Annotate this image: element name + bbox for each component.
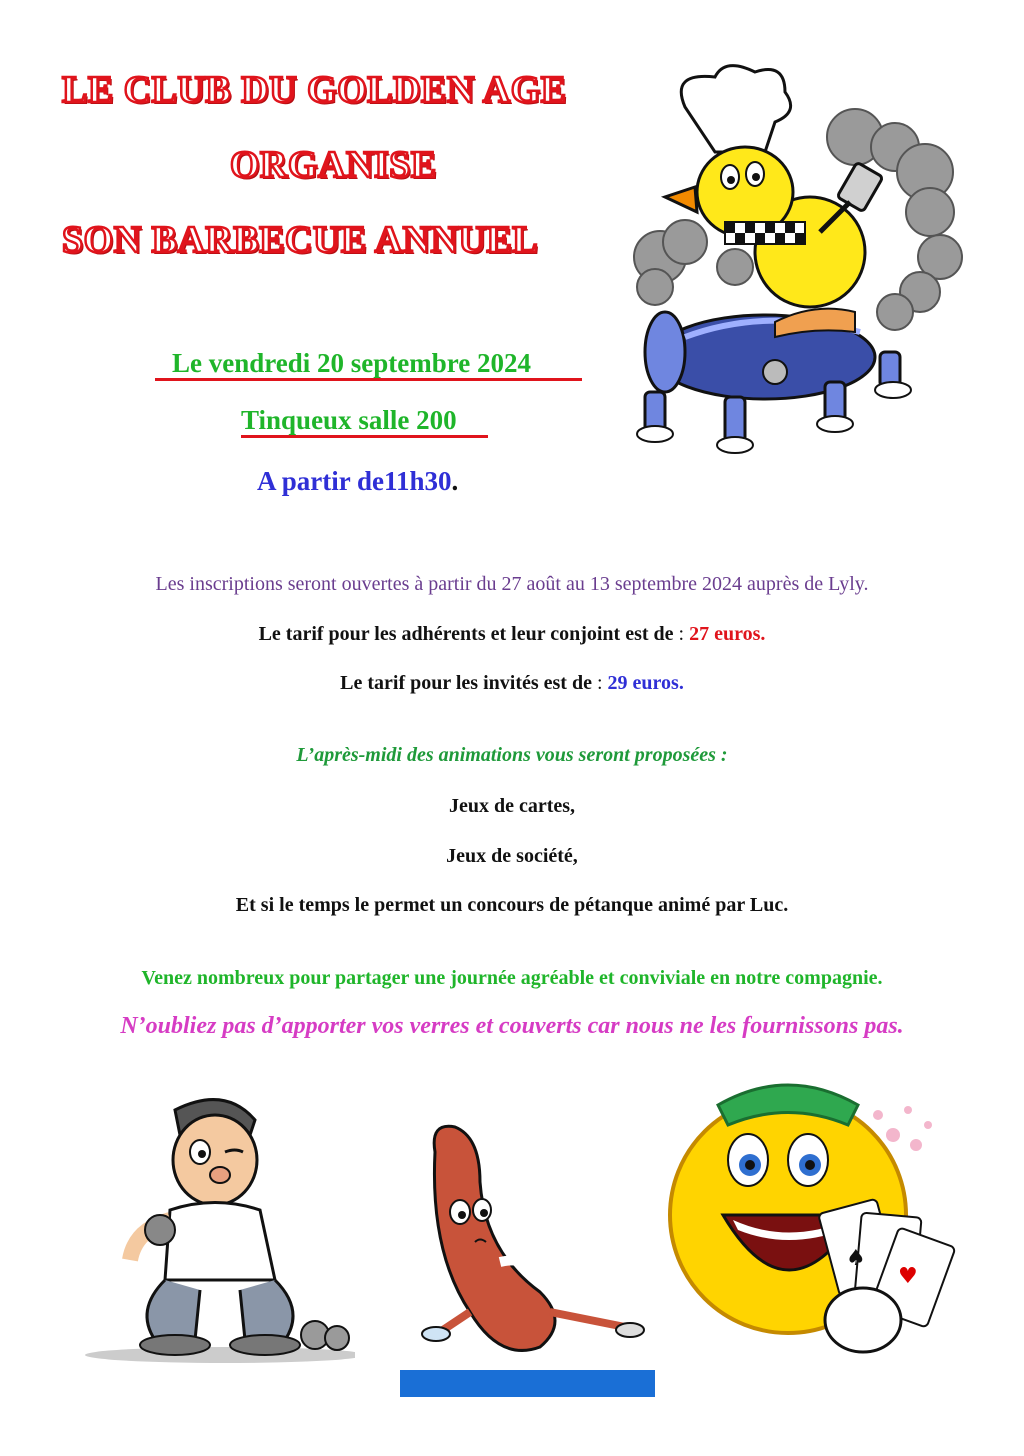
tarif-adherents-price: 27 euros. (689, 623, 766, 645)
title-line-3: SON BARBECUE ANNUEL (62, 219, 539, 261)
animation-item-petanque: Et si le temps le permet un concours de pétanque animé par Luc. (235, 894, 789, 916)
petanque-player-icon (75, 1090, 355, 1370)
title-line-2: ORGANISE (230, 144, 437, 186)
tarif-invites-price: 29 euros. (607, 672, 684, 694)
svg-text:♥: ♥ (898, 1264, 918, 1289)
event-time-text: A partir de11h30 (257, 466, 452, 496)
sausage-character-icon (400, 1112, 655, 1397)
smiley-cards-icon (668, 1065, 968, 1390)
tarif-adherents-sep: : (673, 623, 690, 645)
event-place-underline (241, 435, 488, 438)
closing-invite: Venez nombreux pour partager une journée agréable et conviviale en notre compagnie. (141, 967, 883, 989)
title-line-1: LE CLUB DU GOLDEN AGE (62, 69, 567, 111)
event-date: Le vendredi 20 septembre 2024 (172, 348, 531, 378)
tarif-adherents (0, 623, 1024, 646)
closing-reminder: N’oubliez pas d’apporter vos verres et couverts car nous ne les fournissons pas. (120, 1013, 904, 1039)
animations-intro: L’après-midi des animations vous seront proposées : (296, 744, 728, 766)
event-time (257, 466, 458, 497)
inscriptions-text: Les inscriptions seront ouvertes à partir du 27 août au 13 septembre 2024 auprès de Lyly. (155, 573, 869, 595)
tarif-invites (0, 672, 1024, 695)
event-place: Tinqueux salle 200 (241, 405, 457, 435)
tarif-adherents-label: Le tarif pour les adhérents et leur conjoint est de (258, 623, 674, 645)
svg-text:♠: ♠ (846, 1246, 866, 1271)
chef-chick-bbq-icon (625, 62, 965, 457)
event-date-underline (155, 378, 582, 381)
event-time-period: . (451, 466, 459, 496)
tarif-invites-sep: : (591, 672, 608, 694)
animation-item-cards: Jeux de cartes, (448, 795, 576, 817)
tarif-invites-label: Le tarif pour les invités est de (340, 672, 592, 694)
animation-item-society: Jeux de société, (446, 845, 578, 867)
